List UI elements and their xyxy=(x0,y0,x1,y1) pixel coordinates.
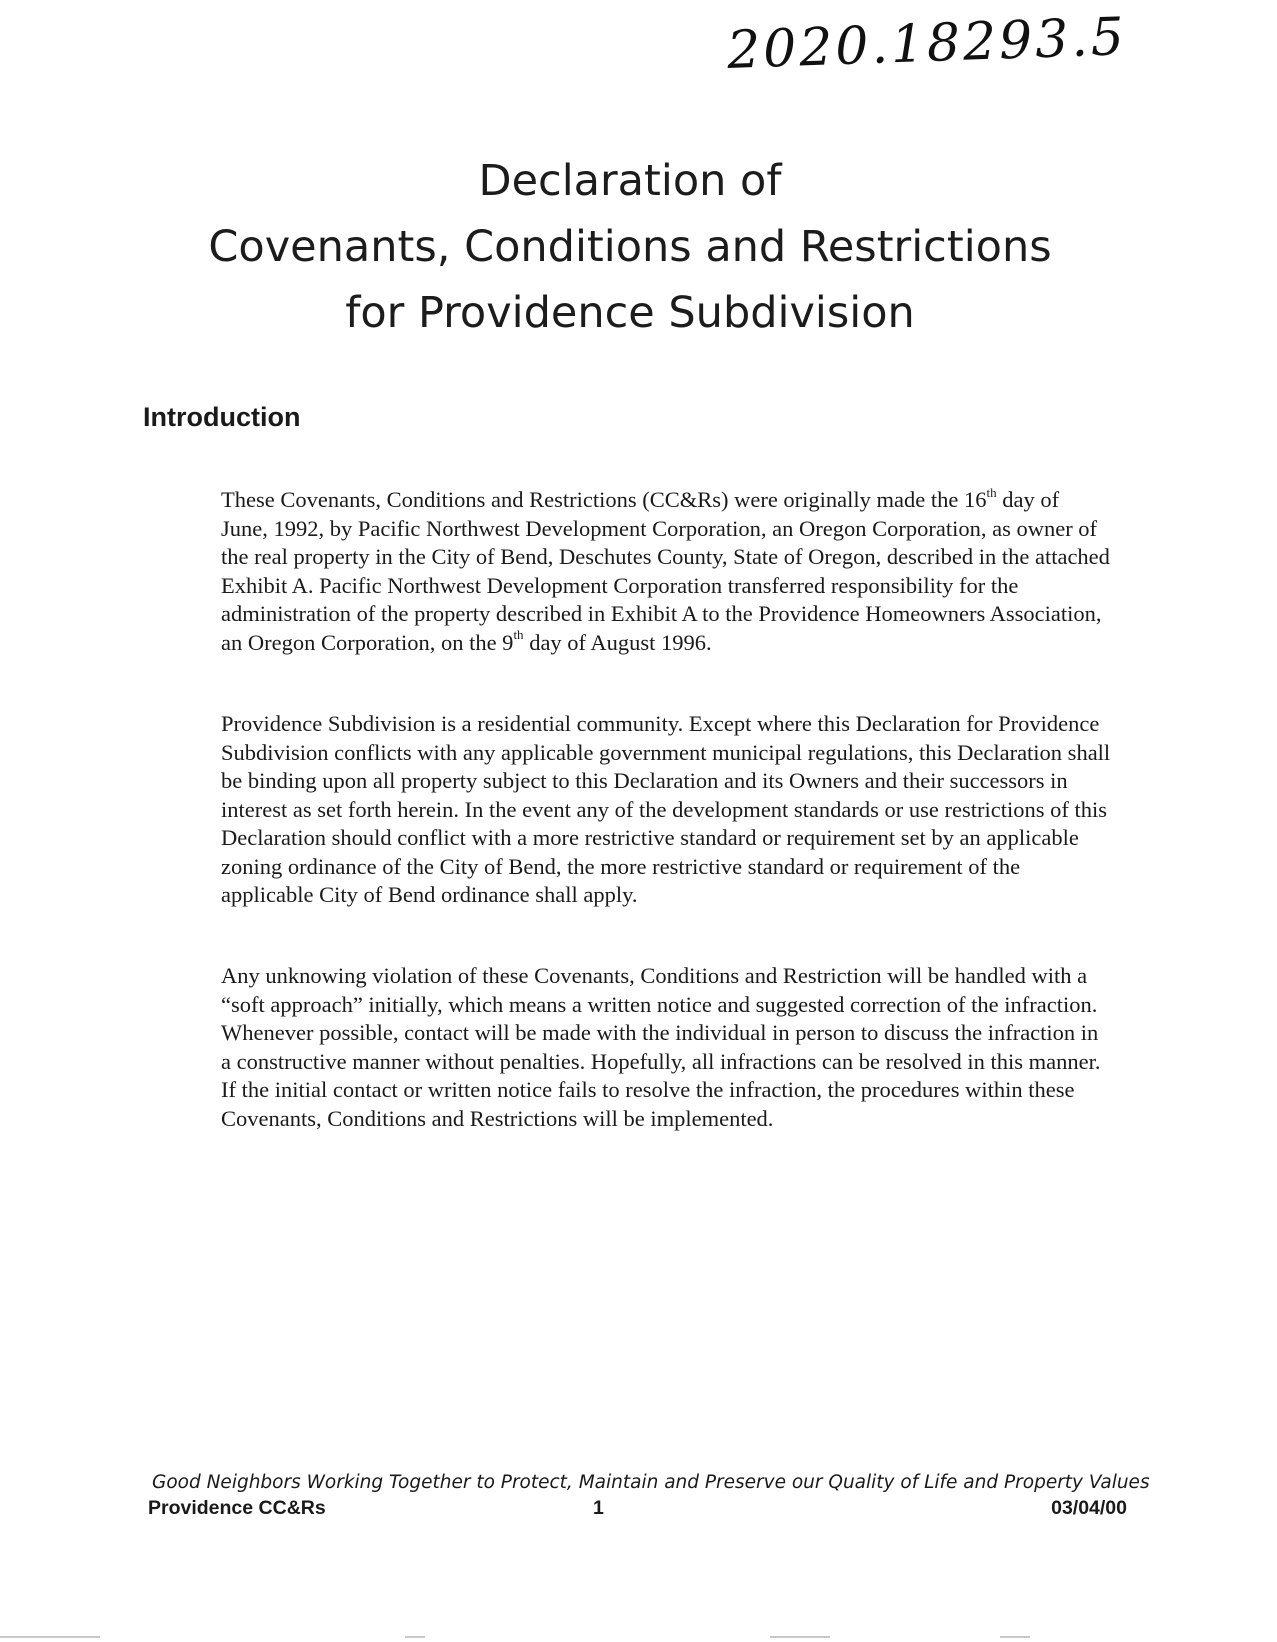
footer-page-number: 1 xyxy=(593,1497,604,1519)
paragraph-1 xyxy=(221,486,1111,657)
paragraph-2: Providence Subdivision is a residential community. Except where this Declaration for Providence Subdivision conflicts with any applicable government municipal regulations, this Declaration shall be binding upon all property subject to this Declaration and its Owners and their successors in interest as set forth herein. In the event any of the development standards or use restrictions of this Declaration should conflict with a more restrictive standard or requirement set by an applicable zoning ordinance of the City of Bend, the more restrictive standard or requirement of the applicable City of Bend ordinance shall apply. xyxy=(221,711,1111,907)
footer-tagline: Good Neighbors Working Together to Protect, Maintain and Preserve our Quality of Life and Property Values xyxy=(152,1472,1150,1493)
scan-artifact-line xyxy=(770,1636,830,1638)
paragraph-1-part-b: day of June, 1992, by Pacific Northwest Development Corporation, an Oregon Corporation, as owner of the real property in the City of Bend, Deschutes County, State of Oregon, described in the attached Exhibit A. Pacific Northwest Development Corporation transferred responsibility for the administration of the property described in Exhibit A to the Providence Homeowners Association, an Oregon Corporation, on the 9 xyxy=(221,487,1110,655)
ordinal-suffix-1: th xyxy=(986,484,997,500)
scan-artifact-line xyxy=(1000,1636,1030,1638)
title-line-3: for Providence Subdivision xyxy=(345,288,915,338)
footer-document-name: Providence CC&Rs xyxy=(148,1497,326,1519)
handwritten-document-number: 2020.18293.5 xyxy=(726,7,1128,81)
scan-artifact-line xyxy=(405,1636,425,1638)
footer-date: 03/04/00 xyxy=(1051,1497,1127,1519)
ordinal-suffix-2: th xyxy=(513,627,524,642)
paragraph-1-part-a: These Covenants, Conditions and Restrictions (CC&Rs) were originally made the 16 xyxy=(221,487,987,512)
document-title xyxy=(130,148,1130,346)
scan-artifact-line xyxy=(0,1636,100,1638)
title-line-1: Declaration of xyxy=(478,156,782,206)
paragraph-3: Any unknowing violation of these Covenants, Conditions and Restriction will be handled with a “soft approach” initially, which means a written notice and suggested correction of the infraction. Whenever possible, contact will be made with the individual in person to discuss the infraction in a constructive manner without penalties. Hopefully, all infractions can be resolved in this manner. If the initial contact or written notice fails to resolve the infraction, the procedures within these Covenants, Conditions and Restrictions will be implemented. xyxy=(221,963,1101,1131)
section-heading-introduction: Introduction xyxy=(143,402,301,432)
paragraph-1-part-c: day of August 1996. xyxy=(523,629,712,655)
title-line-2: Covenants, Conditions and Restrictions xyxy=(208,222,1052,272)
